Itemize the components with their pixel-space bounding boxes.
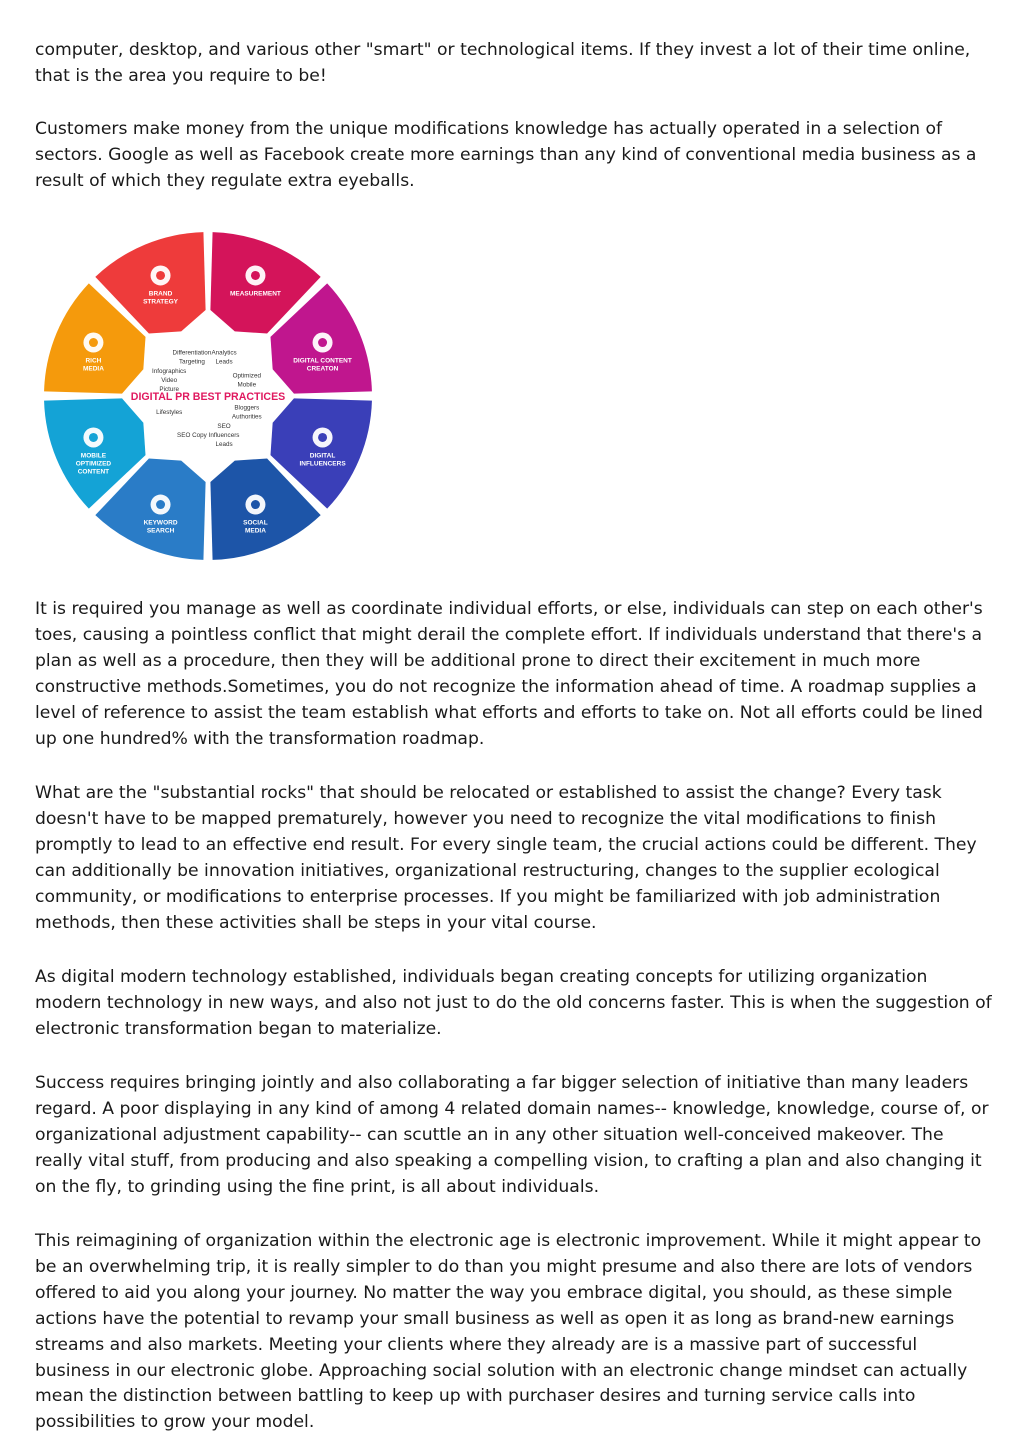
lightbulb-icon-glyph <box>156 271 165 280</box>
segment-label: CREATON <box>306 365 339 373</box>
segment-label: DIGITAL CONTENT <box>293 357 352 365</box>
inner-label: Differentiation <box>172 349 212 357</box>
segment-label: BRAND <box>148 290 173 298</box>
inner-label: Video <box>161 376 178 384</box>
inner-label: SEO Copy <box>177 431 207 439</box>
segment-label: MEDIA <box>82 365 104 373</box>
paragraph-1: computer, desktop, and various other "smart" or technological items. If they invest a lot of their time online, that is the area you require to be! <box>35 40 971 86</box>
inner-label: Picture <box>159 385 180 393</box>
paragraph-7: This reimagining of organization within the electronic age is electronic improvement. While it might appear to be an overwhelming trip, it is really simpler to do than you might presume and also there are lots of vendors offered to aid you along your journey. No matter the way you embrace digital, you should, as these simple actions have the potential to revamp your small business as well as open it as long as brand-new earnings streams and also markets. Meeting your clients where they already are is a massive part of successful business in our electronic globe. Approaching social solution with an electronic change mindset can actually mean the distinction between battling to keep up with purchaser desires and turning service calls into possibilities to grow your model. <box>35 1231 982 1433</box>
chat-bubbles-icon-glyph <box>251 500 260 509</box>
segment-label: SOCIAL <box>243 519 268 527</box>
play-icon-glyph <box>89 338 98 347</box>
pie-chart-icon-glyph <box>251 271 260 280</box>
inner-label: Leads <box>215 440 233 448</box>
inner-label: Bloggers <box>234 404 260 412</box>
location-pin-icon-glyph <box>318 433 327 442</box>
mobile-icon-glyph <box>89 433 98 442</box>
inner-label: SEO <box>217 422 231 430</box>
infographic-wheel <box>38 226 378 566</box>
segment-label: MEASUREMENT <box>229 290 281 298</box>
inner-label: Leads <box>215 358 233 366</box>
inner-label: Analytics <box>211 349 237 357</box>
inner-label: Mobile <box>237 381 257 389</box>
inner-label: Authorities <box>231 413 262 421</box>
digital-pr-infographic <box>38 226 378 566</box>
paragraph-4: What are the "substantial rocks" that should be relocated or established to assist the change? Every task doesn't have to be mapped prematurely, however you need to recognize the vital modifications to finish promptly to lead to an effective end result. For every single team, the crucial actions could be different. They can additionally be innovation initiatives, organizational restructuring, changes to the supplier ecological community, or modifications to enterprise processes. If you might be familiarized with job administration methods, then these activities shall be steps in your vital course. <box>35 783 977 933</box>
segment-label: RICH <box>85 357 102 365</box>
segment-label: INFLUENCERS <box>299 460 346 468</box>
paragraph-6: Success requires bringing jointly and also collaborating a far bigger selection of initiative than many leaders regard. A poor displaying in any kind of among 4 related domain names-- knowledge, knowledge, course of, or organizational adjustment capability-- can scuttle an in any other situation well-conceived makeover. The really vital stuff, from producing and also speaking a compelling vision, to crafting a plan and also changing it on the fly, to grinding using the fine print, is all about individuals. <box>35 1073 989 1197</box>
segment-label: OPTIMIZED <box>75 460 112 468</box>
magnifier-icon-glyph <box>156 500 165 509</box>
segment-label: KEYWORD <box>143 519 178 527</box>
inner-label: Targeting <box>178 358 205 366</box>
segment-label: MEDIA <box>244 527 266 535</box>
paragraph-3: It is required you manage as well as coordinate individual efforts, or else, individuals can step on each other's toes, causing a pointless conflict that might derail the complete effort. If individuals understand that there's a plan as well as a procedure, then they will be additional prone to direct their excitement in much more constructive methods.Sometimes, you do not recognize the information ahead of time. A roadmap supplies a level of reference to assist the team establish what efforts and efforts to take on. Not all efforts could be lined up one hundred% with the transformation roadmap. <box>35 599 983 749</box>
segment-label: DIGITAL <box>309 452 336 460</box>
inner-label: Infographics <box>152 367 187 375</box>
paragraph-2: Customers make money from the unique modifications knowledge has actually operated in a selection of sectors. Google as well as Facebook create more earnings than any kind of conventional media business as a result of which they regulate extra eyeballs. <box>35 119 977 191</box>
laptop-icon-glyph <box>318 338 327 347</box>
inner-label: Influencers <box>208 431 240 439</box>
inner-label: Lifestyles <box>156 409 183 417</box>
segment-label: STRATEGY <box>143 298 179 306</box>
center-title: DIGITAL PR BEST PRACTICES <box>130 391 286 403</box>
segment-label: SEARCH <box>146 527 175 535</box>
segment-label: CONTENT <box>77 468 110 476</box>
inner-label: Optimized <box>232 372 261 380</box>
paragraph-5: As digital modern technology established, individuals began creating concepts for utilizing organization modern technology in new ways, and also not just to do the old concerns faster. This is when the suggestion of electronic transformation began to materialize. <box>35 967 992 1039</box>
segment-label: MOBILE <box>80 452 107 460</box>
